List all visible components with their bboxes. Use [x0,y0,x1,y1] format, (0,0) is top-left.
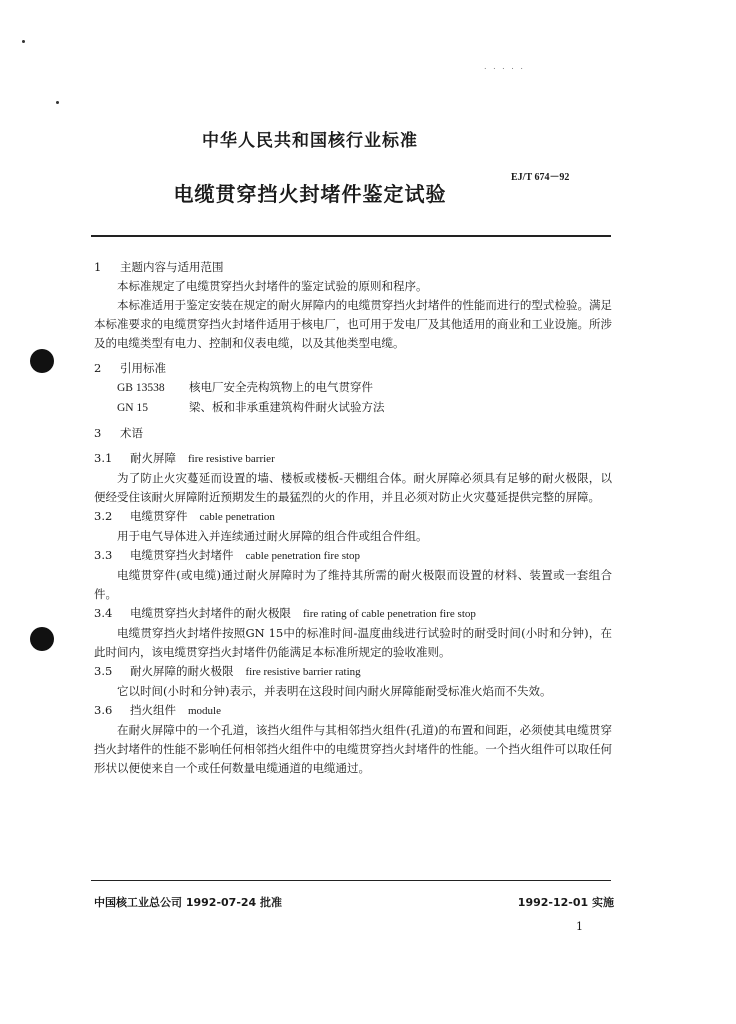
page-number: 1 [576,920,583,933]
scan-speck [22,40,25,43]
term-definition: 在耐火屏障中的一个孔道，该挡火组件与其相邻挡火组件(孔道)的布置和间距，必须使其电缆贯穿挡火封堵件的性能不影响任何相邻挡火组件中的电缆贯穿挡火封堵件的性能。一个挡火组件可以取任何形状以便使来自一个或任何数量电缆通道的电缆通过。 [94,723,612,775]
footer [94,894,614,910]
header-rule [91,235,611,237]
term-heading: 3.5 耐火屏障的耐火极限 fire resistive barrier rating [94,664,361,678]
issuing-organization: 中华人民共和国核行业标准 [202,131,418,151]
approval-info: 中国核工业总公司 1992-07-24 批准 [94,896,283,909]
standard-code: EJ/T 674－92 [511,172,570,183]
term-heading: 3.6 挡火组件 module [94,703,221,717]
paragraph: 本标准适用于鉴定安装在规定的耐火屏障内的电缆贯穿挡火封堵件的性能而进行的型式检验。满足本标准要求的电缆贯穿挡火封堵件适用于核电厂，也可用于发电厂及其他适用的商业和工业设施。所涉及的电缆类型有电力、控制和仪表电缆，以及其他类型电缆。 [94,298,612,350]
document-title: 电缆贯穿挡火封堵件鉴定试验 [173,182,447,206]
term-heading: 3.4 电缆贯穿挡火封堵件的耐火极限 fire rating of cable penetration fire stop [94,606,476,620]
paragraph: 本标准规定了电缆贯穿挡火封堵件的鉴定试验的原则和程序。 [117,279,428,293]
scan-dots: . . . . . [484,62,525,71]
punch-hole-top [30,349,54,373]
effective-date: 1992-12-01 实施 [517,896,614,909]
reference-item: GB 13538 核电厂安全壳构筑物上的电气贯穿件 [117,380,373,394]
term-heading: 3.3 电缆贯穿挡火封堵件 cable penetration fire stop [94,548,361,562]
section-heading: 2 引用标准 [94,361,166,375]
section-heading: 3 术语 [94,426,143,440]
scan-speck [56,101,59,104]
term-definition: 它以时间(小时和分钟)表示，并表明在这段时间内耐火屏障能耐受标准火焰而不失效。 [117,684,552,698]
section-heading: 1 主题内容与适用范围 [94,260,224,274]
term-heading: 3.1 耐火屏障 fire resistive barrier [94,451,275,465]
term-definition: 用于电气导体进入并连续通过耐火屏障的组合件或组合件组。 [117,529,428,543]
document-body [94,258,614,778]
reference-item: GN 15 梁、板和非承重建筑构件耐火试验方法 [117,400,385,414]
term-definition: 为了防止火灾蔓延而设置的墙、楼板或楼板-天棚组合体。耐火屏障必须具有足够的耐火极限，以便经受住该耐火屏障附近预期发生的最猛烈的火的作用，并且必须对防止火灾蔓延提供完整的屏障。 [94,471,612,504]
footer-rule [91,880,611,881]
term-heading: 3.2 电缆贯穿件 cable penetration [94,509,275,523]
term-definition: 电缆贯穿挡火封堵件按照GN 15中的标准时间-温度曲线进行试验时的耐受时间(小时和分钟)，在此时间内，该电缆贯穿挡火封堵件仍能满足本标准所规定的验收准则。 [94,626,612,659]
punch-hole-bottom [30,627,54,651]
term-definition: 电缆贯穿件(或电缆)通过耐火屏障时为了维持其所需的耐火极限而设置的材料、装置或一套组合件。 [94,568,612,601]
